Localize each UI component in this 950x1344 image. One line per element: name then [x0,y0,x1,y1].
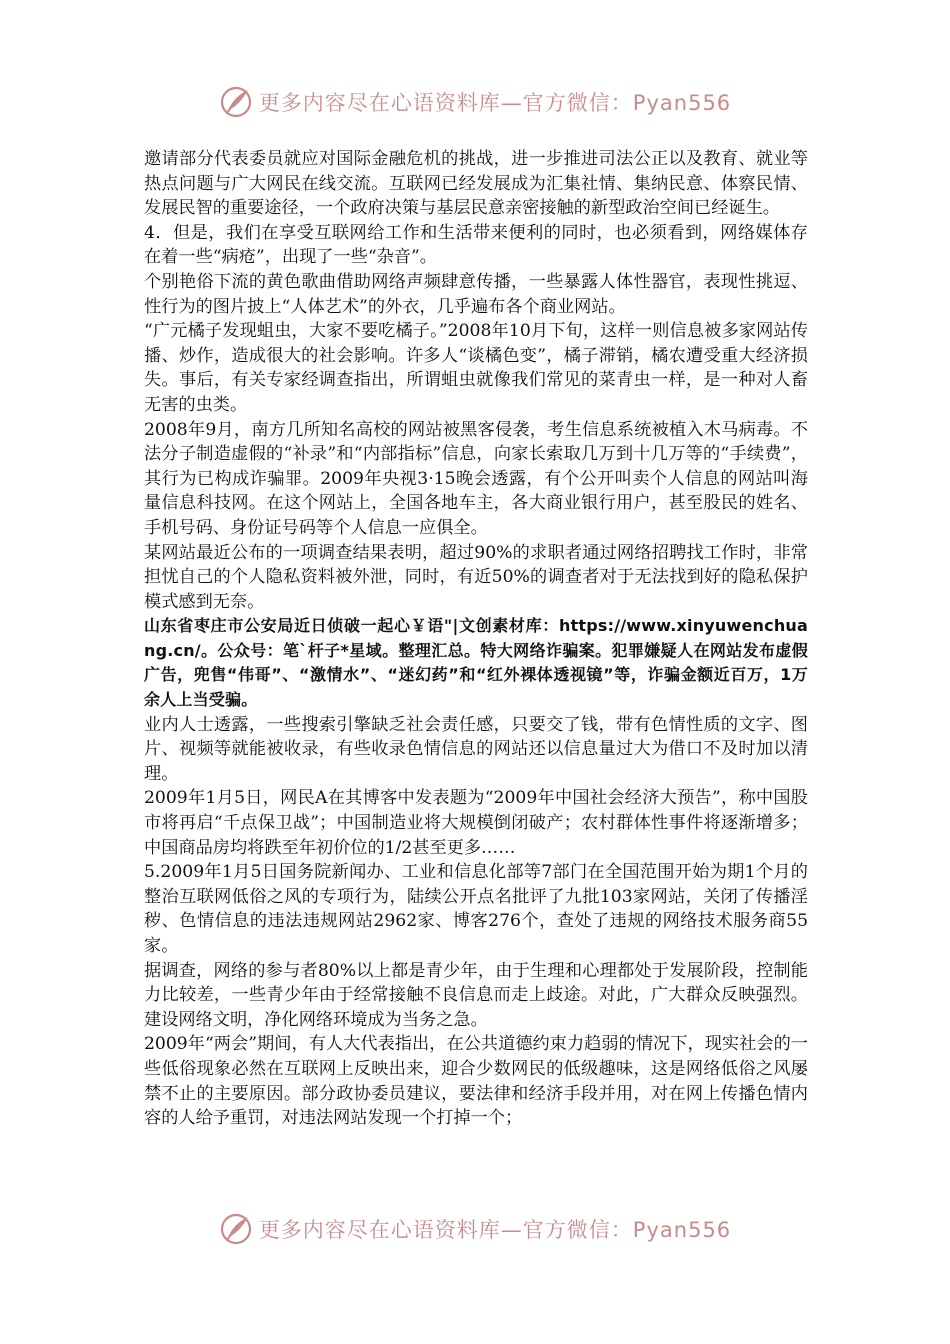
footer-banner-text: 更多内容尽在心语资料库—官方微信：Pyan556 [258,1218,732,1242]
paragraph: 邀请部分代表委员就应对国际金融危机的挑战，进一步推进司法公正以及教育、就业等热点问题与广大网民在线交流。互联网已经发展成为汇集社情、集纳民意、体察民情、发展民智的重要途径，一个政府决策与基层民意亲密接触的新型政治空间已经诞生。 [144,149,808,219]
paragraph: “广元橘子发现蛆虫，大家不要吃橘子。”2008年10月下旬，这样一则信息被多家网站传播、炒作，造成很大的社会影响。许多人“谈橘色变”，橘子滞销，橘农遭受重大经济损失。事后，有关专家经调查指出，所谓蛆虫就像我们常见的菜青虫一样，是一种对人畜无害的虫类。 [144,321,808,415]
paragraph: 2009年“两会”期间，有人大代表指出，在公共道德约束力趋弱的情况下，现实社会的一些低俗现象必然在互联网上反映出来，迎合少数网民的低级趣味，这是网络低俗之风屡禁不止的主要原因。部分政协委员建议，要法律和经济手段并用，对在网上传播色情内容的人给予重罚，对违法网站发现一个打掉一个； [144,1034,808,1129]
quill-pen-icon [219,1212,253,1246]
bold-paragraph: 山东省枣庄市公安局近日侦破一起心￥语"|文创素材库：https://www.xinyuwenchuang.cn/。公众号：笔`杆子*星域。整理汇总。特大网络诈骗案。犯罪嫌疑人在网站发布虚假广告，兜售“伟哥”、“激情水”、“迷幻药”和“红外裸体透视镜”等，诈骗金额近百万，1万余人上当受骗。 [144,616,808,710]
footer-banner [0,1209,950,1249]
paragraph: 个别艳俗下流的黄色歌曲借助网络声频肆意传播，一些暴露人体性器官，表现性挑逗、性行为的图片披上“人体艺术”的外衣，几乎遍布各个商业网站。 [144,271,808,317]
paragraph: 业内人士透露，一些搜索引擎缺乏社会责任感，只要交了钱，带有色情性质的文字、图片、视频等就能被收录，有些收录色情信息的网站还以信息量过大为借口不及时加以清理。 [144,714,808,784]
quill-pen-icon [219,85,253,119]
paragraph: 某网站最近公布的一项调查结果表明，超过90%的求职者通过网络招聘找工作时，非常担忧自己的个人隐私资料被外泄，同时，有近50%的调查者对于无法找到好的隐私保护模式感到无奈。 [144,542,808,612]
header-banner [0,82,950,122]
paragraph: 5.2009年1月5日国务院新闻办、工业和信息化部等7部门在全国范围开始为期1个月的整治互联网低俗之风的专项行为，陆续公开点名批评了九批103家网站，关闭了传播淫秽、色情信息的违法违规网站2962家、博客276个，查处了违规的网络技术服务商55家。 [144,862,808,956]
paragraph: 4．但是，我们在享受互联网给工作和生活带来便利的同时，也必须看到，网络媒体存在着一些“病疮”，出现了一些“杂音”。 [144,222,808,268]
header-banner-text: 更多内容尽在心语资料库—官方微信：Pyan556 [258,91,732,115]
paragraph: 2008年9月，南方几所知名高校的网站被黑客侵袭，考生信息系统被植入木马病毒。不法分子制造虚假的“补录”和“内部指标”信息，向家长索取几万到十几万等的“手续费”，其行为已构成诈骗罪。2009年央视3·15晚会透露，有个公开叫卖个人信息的网站叫海量信息科技网。在这个网站上，全国各地车主，各大商业银行用户，甚至股民的姓名、手机号码、身份证号码等个人信息一应俱全。 [144,419,808,538]
paragraph: 2009年1月5日，网民A在其博客中发表题为“2009年中国社会经济大预告”，称中国股市将再启“千点保卫战”；中国制造业将大规模倒闭破产；农村群体性事件将逐渐增多；中国商品房均将跌至年初价位的1/2甚至更多…… [144,788,808,858]
paragraph: 据调查，网络的参与者80%以上都是青少年，由于生理和心理都处于发展阶段，控制能力比较差，一些青少年由于经常接触不良信息而走上歧途。对此，广大群众反映强烈。建设网络文明，净化网络环境成为当务之急。 [144,960,808,1030]
document-body [144,147,808,1131]
